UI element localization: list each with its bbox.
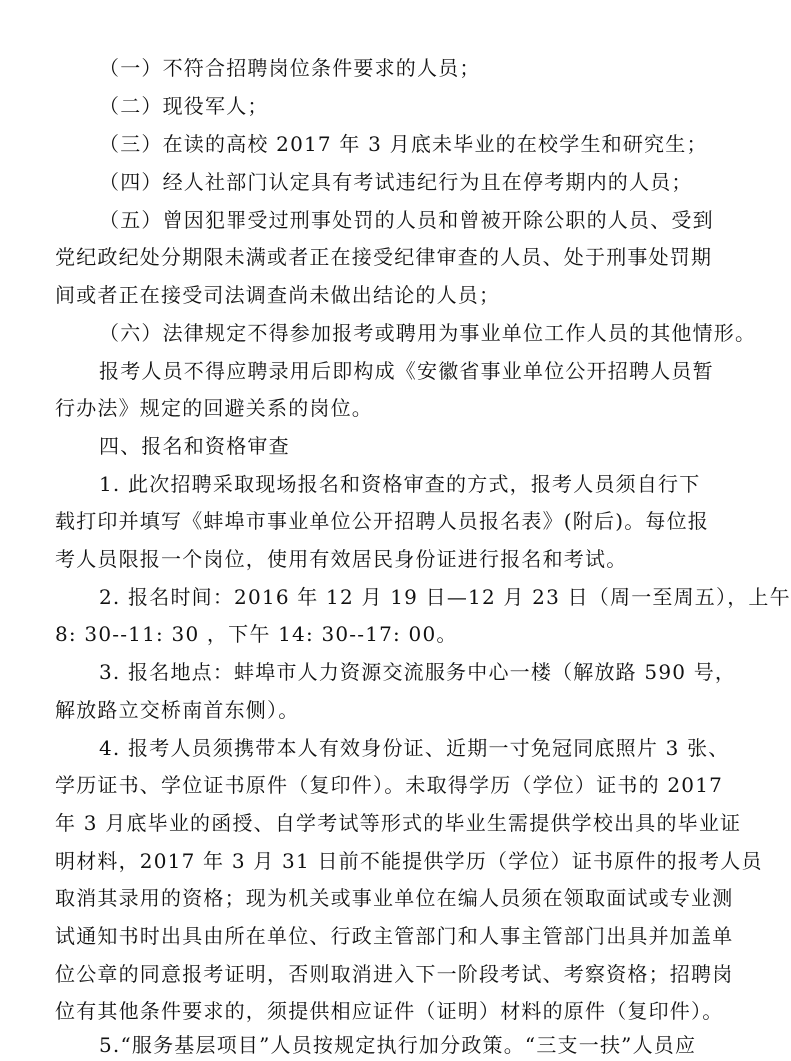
text-line: 取消其录用的资格；现为机关或事业单位在编人员须在领取面试或专业测 bbox=[55, 886, 734, 910]
text-line: 4. 报考人员须携带本人有效身份证、近期一寸免冠同底照片 3 张、 bbox=[99, 736, 730, 760]
text-line: 5.“服务基层项目”人员按规定执行加分政策。“三支一扶”人员应 bbox=[99, 1033, 697, 1057]
text-line: 考人员限报一个岗位，使用有效居民身份证进行报名和考试。 bbox=[55, 547, 628, 571]
text-line: 解放路立交桥南首东侧）。 bbox=[55, 698, 300, 722]
text-line: 行办法》规定的回避关系的岗位。 bbox=[55, 396, 373, 420]
text-line: 学历证书、学位证书原件（复印件）。未取得学历（学位）证书的 2017 bbox=[55, 773, 724, 797]
text-line: 间或者正在接受司法调查尚未做出结论的人员； bbox=[55, 283, 501, 307]
text-line: 位有其他条件要求的，须提供相应证件（证明）材料的原件（复印件）。 bbox=[55, 999, 724, 1023]
text-line: （六）法律规定不得参加报考或聘用为事业单位工作人员的其他情形。 bbox=[99, 321, 757, 345]
section-heading: 四、报名和资格审查 bbox=[99, 434, 290, 458]
text-line: （一）不符合招聘岗位条件要求的人员； bbox=[99, 56, 481, 80]
text-line: 3. 报名地点：蚌埠市人力资源交流服务中心一楼（解放路 590 号， bbox=[99, 660, 737, 684]
text-line: 年 3 月底毕业的函授、自学考试等形式的毕业生需提供学校出具的毕业证 bbox=[55, 811, 742, 835]
text-line: （四）经人社部门认定具有考试违纪行为且在停考期内的人员； bbox=[99, 170, 693, 194]
text-line: 1. 此次招聘采取现场报名和资格审查的方式，报考人员须自行下 bbox=[99, 472, 701, 496]
text-line: 党纪政纪处分期限未满或者正在接受纪律审查的人员、处于刑事处罚期 bbox=[55, 245, 713, 269]
text-line: （五）曾因犯罪受过刑事处罚的人员和曾被开除公职的人员、受到 bbox=[99, 208, 714, 232]
text-line: （三）在读的高校 2017 年 3 月底未毕业的在校学生和研究生； bbox=[99, 132, 708, 156]
text-line: （二）现役军人； bbox=[99, 94, 269, 118]
text-line: 报考人员不得应聘录用后即构成《安徽省事业单位公开招聘人员暂 bbox=[99, 359, 714, 383]
text-line: 8: 30--11: 30 ，下午 14: 30--17: 00。 bbox=[55, 622, 458, 646]
text-line: 位公章的同意报考证明，否则取消进入下一阶段考试、考察资格；招聘岗 bbox=[55, 962, 734, 986]
text-line: 2. 报名时间：2016 年 12 月 19 日—12 月 23 日（周一至周五），上午 bbox=[99, 585, 791, 609]
text-line: 试通知书时出具由所在单位、行政主管部门和人事主管部门出具并加盖单 bbox=[55, 924, 734, 948]
text-line: 明材料，2017 年 3 月 31 日前不能提供学历（学位）证书原件的报考人员 bbox=[55, 849, 763, 873]
text-line: 载打印并填写《蚌埠市事业单位公开招聘人员报名表》(附后)。每位报 bbox=[55, 509, 710, 533]
